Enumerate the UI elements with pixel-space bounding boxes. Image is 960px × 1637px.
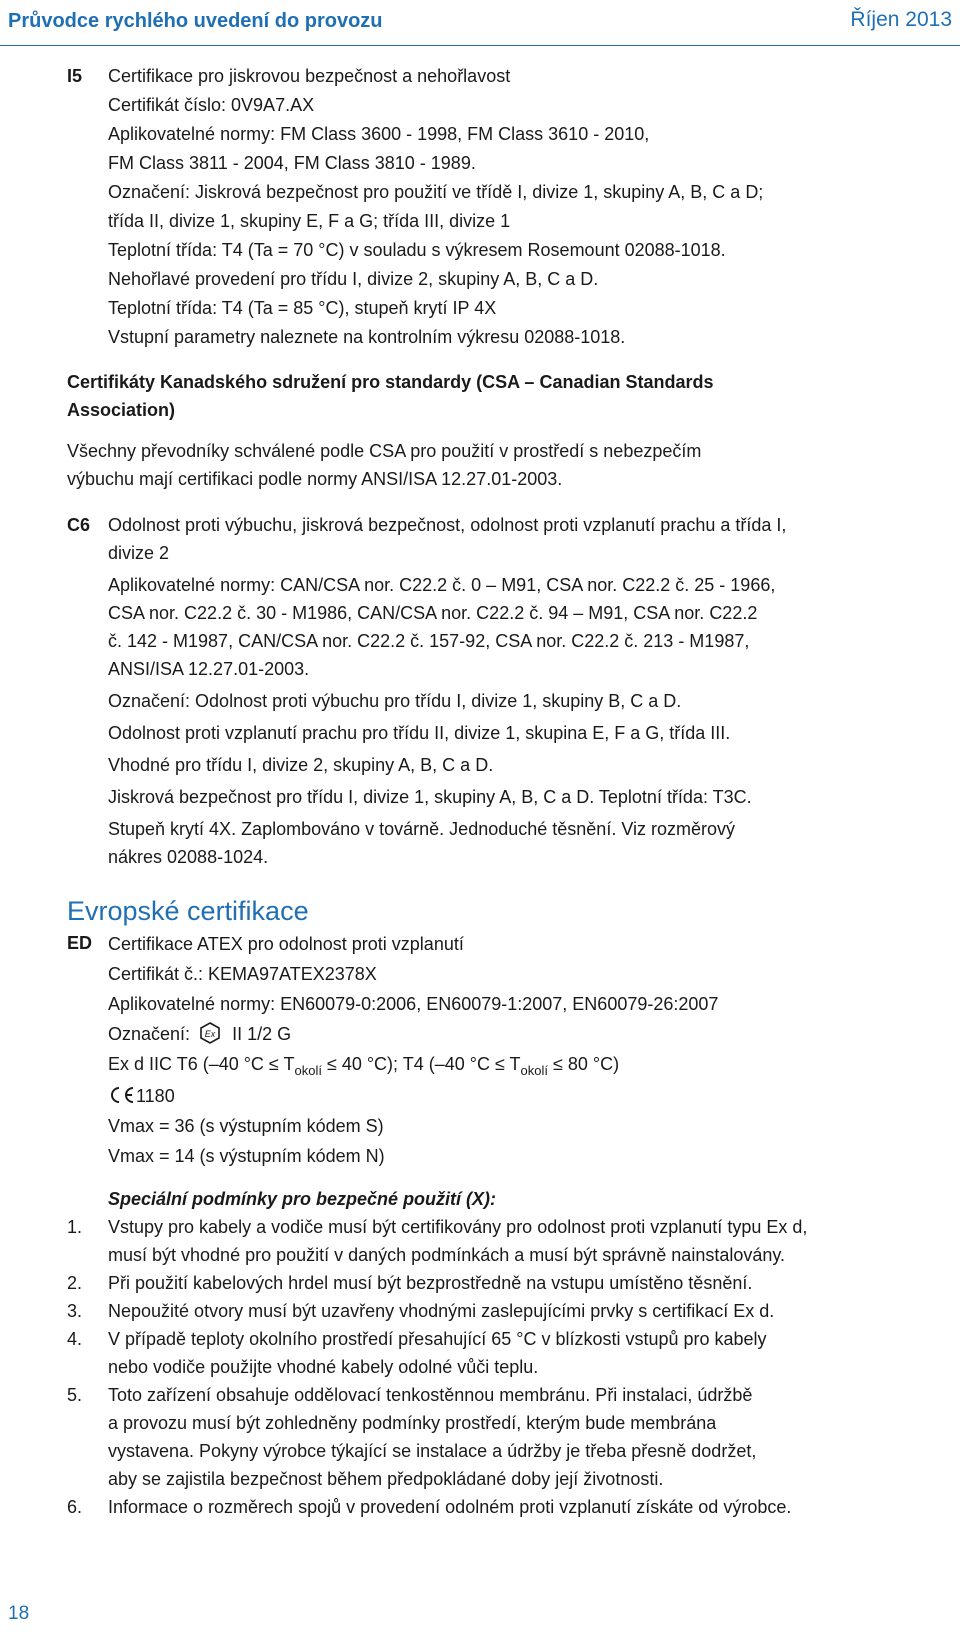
list-item-number: 4. [67,1329,83,1349]
list-item-line: Informace o rozměrech spojů v provedení odolném proti vzplanutí získáte od výrobce. [108,1497,792,1517]
ed-ce-line [108,1081,947,1111]
ed-line: Certifikace ATEX pro odolnost proti vzplanutí [108,934,464,954]
i5-line: Teplotní třída: T4 (Ta = 70 °C) v souladu s výkresem Rosemount 02088-1018. [108,240,726,260]
ed-ex-subscript: okolí [520,1063,548,1078]
ed-line: Aplikovatelné normy: EN60079-0:2006, EN60079-1:2007, EN60079-26:2007 [108,994,719,1014]
c6-line: Aplikovatelné normy: CAN/CSA nor. C22.2 č. 0 – M91, CSA nor. C22.2 č. 25 - 1966, [108,575,776,595]
list-item-line: nebo vodiče použijte vhodné kabely odolné vůči teplu. [108,1357,539,1377]
i5-line: třída II, divize 1, skupiny E, F a G; třída III, divize 1 [108,211,511,231]
list-item [67,1493,947,1521]
header-divider [0,45,960,46]
ce-number: 1180 [136,1086,175,1106]
list-item-line: vystavena. Pokyny výrobce týkající se instalace a údržby je třeba přesně dodržet, [108,1441,757,1461]
ed-ex-part: ≤ 40 °C); T4 (–40 °C ≤ T [321,1054,521,1074]
page-content [67,62,947,1521]
c6-line: ANSI/ISA 12.27.01-2003. [108,659,310,679]
cert-code-c6: C6 [67,515,91,535]
page-number: 18 [8,1603,30,1624]
special-conditions-list [67,1213,947,1521]
list-item-line: Při použití kabelových hrdel musí být bezprostředně na vstupu umístěno těsnění. [108,1273,753,1293]
c6-line: Vhodné pro třídu I, divize 2, skupiny A, B, C a D. [108,755,494,775]
ed-marking-line [108,1019,947,1049]
i5-line: Aplikovatelné normy: FM Class 3600 - 1998, FM Class 3610 - 2010, [108,124,650,144]
i5-line: Certifikace pro jiskrovou bezpečnost a nehořlavost [108,66,511,86]
i5-line: FM Class 3811 - 2004, FM Class 3810 - 1989. [108,153,476,173]
c6-line: Odolnost proti vzplanutí prachu pro třídu II, divize 1, skupina E, F a G, třída III. [108,723,731,743]
csa-heading-line: Certifikáty Kanadského sdružení pro standardy (CSA – Canadian Standards [67,372,714,392]
list-item-number: 3. [67,1301,83,1321]
ed-ex-line [108,1049,947,1081]
ed-marking-label: Označení: [108,1024,191,1044]
c6-line: CSA nor. C22.2 č. 30 - M1986, CAN/CSA nor. C22.2 č. 94 – M91, CSA nor. C22.2 [108,603,758,623]
ed-line: Certifikát č.: KEMA97ATEX2378X [108,964,377,984]
cert-code-i5: I5 [67,66,83,86]
list-item-number: 5. [67,1385,83,1405]
list-item [67,1213,947,1269]
i5-line: Nehořlavé provedení pro třídu I, divize 2, skupiny A, B, C a D. [108,269,599,289]
list-item-number: 6. [67,1497,83,1517]
document-date: Říjen 2013 [850,8,952,31]
ce-mark-icon [108,1086,136,1104]
ed-line: Vmax = 36 (s výstupním kódem S) [108,1116,384,1136]
ed-ex-part: ≤ 80 °C) [547,1054,620,1074]
csa-paragraph-line: výbuchu mají certifikaci podle normy ANSI/ISA 12.27.01-2003. [67,469,563,489]
list-item-line: Nepoužité otvory musí být uzavřeny vhodnými zaslepujícími prvky s certifikací Ex d. [108,1301,775,1321]
ed-marking-value: II 1/2 G [232,1024,292,1044]
list-item [67,1381,947,1493]
c6-line: Stupeň krytí 4X. Zaplombováno v továrně. Jednoduché těsnění. Viz rozměrový [108,819,736,839]
list-item-number: 1. [67,1217,83,1237]
list-item-line: aby se zajistila bezpečnost během předpokládané doby její životnosti. [108,1469,664,1489]
ex-hexagon-icon [199,1022,221,1044]
csa-paragraph [67,437,947,493]
special-conditions-heading: Speciální podmínky pro bezpečné použití (X): [108,1189,497,1209]
list-item-line: musí být vhodné pro použití v daných podmínkách a musí být správně nainstalovány. [108,1245,786,1265]
cert-code-ed: ED [67,933,93,953]
csa-section [67,368,947,493]
list-item [67,1269,947,1297]
c6-line: divize 2 [108,543,170,563]
cert-c6-section [67,511,947,871]
page-header [0,0,960,46]
csa-heading-line: Association) [67,400,176,420]
i5-line: Teplotní třída: T4 (Ta = 85 °C), stupeň krytí IP 4X [108,298,497,318]
list-item-number: 2. [67,1273,83,1293]
csa-paragraph-line: Všechny převodníky schválené podle CSA pro použití v prostředí s nebezpečím [67,441,702,461]
ed-ex-subscript: okolí [294,1063,322,1078]
c6-line: nákres 02088-1024. [108,847,269,867]
ed-ex-part: Ex d IIC T6 (–40 °C ≤ T [108,1054,295,1074]
european-certifications-heading: Evropské certifikace [67,896,309,926]
c6-line: č. 142 - M1987, CAN/CSA nor. C22.2 č. 157-92, CSA nor. C22.2 č. 213 - M1987, [108,631,750,651]
list-item-line: a provozu musí být zohledněny podmínky prostředí, kterým bude membrána [108,1413,717,1433]
ed-line: Vmax = 14 (s výstupním kódem N) [108,1146,385,1166]
i5-line: Označení: Jiskrová bezpečnost pro použití ve třídě I, divize 1, skupiny A, B, C a D; [108,182,764,202]
list-item-line: Toto zařízení obsahuje oddělovací tenkostěnnou membránu. Při instalaci, údržbě [108,1385,753,1405]
list-item [67,1325,947,1381]
c6-line: Označení: Odolnost proti výbuchu pro třídu I, divize 1, skupiny B, C a D. [108,691,682,711]
c6-line: Odolnost proti výbuchu, jiskrová bezpečnost, odolnost proti vzplanutí prachu a třída I, [108,515,787,535]
svg-text:Ex: Ex [204,1029,216,1039]
cert-i5-section [67,62,947,352]
list-item-line: Vstupy pro kabely a vodiče musí být certifikovány pro odolnost proti vzplanutí typu Ex d, [108,1217,808,1237]
csa-heading [67,368,947,424]
i5-line: Vstupní parametry naleznete na kontrolním výkresu 02088-1018. [108,327,626,347]
cert-ed-section [67,929,947,1171]
document-title: Průvodce rychlého uvedení do provozu [8,10,383,32]
c6-line: Jiskrová bezpečnost pro třídu I, divize 1, skupiny A, B, C a D. Teplotní třída: T3C. [108,787,752,807]
list-item [67,1297,947,1325]
list-item-line: V případě teploty okolního prostředí přesahující 65 °C v blízkosti vstupů pro kabely [108,1329,767,1349]
i5-line: Certifikát číslo: 0V9A7.AX [108,95,315,115]
